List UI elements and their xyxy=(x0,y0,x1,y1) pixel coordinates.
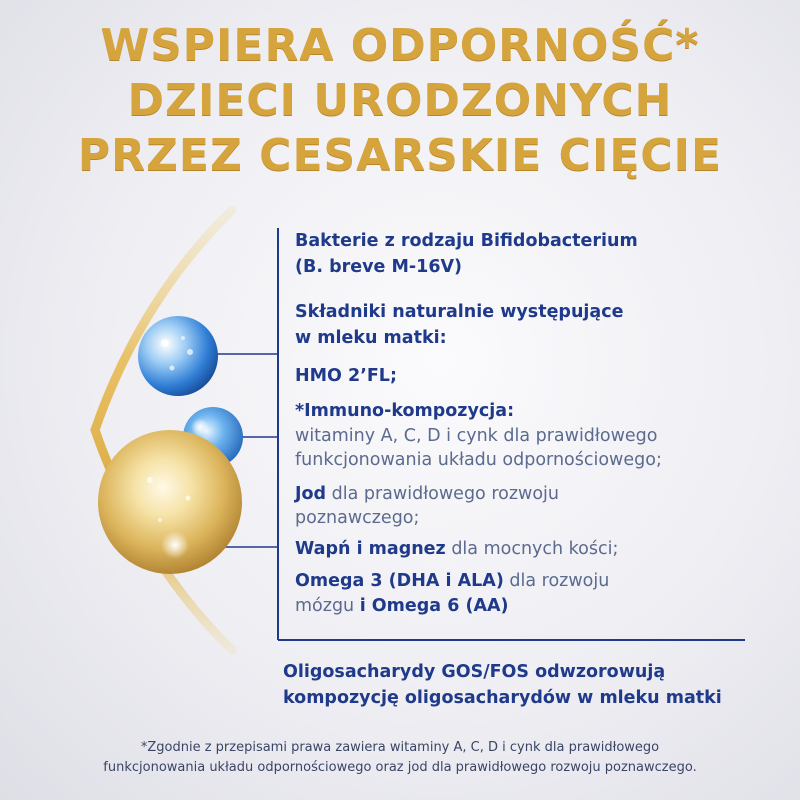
gos-line-2: kompozycję oligosacharydów w mleku matki xyxy=(283,688,722,708)
headline-line-3: PRZEZ CESARSKIE CIĘCIE xyxy=(77,130,723,181)
gos-line-1: Oligosacharydy GOS/FOS odwzorowują xyxy=(283,662,666,682)
omega3-line xyxy=(295,569,609,593)
jod-rest: dla prawidłowego rozwoju xyxy=(326,484,560,504)
natural-line-1: Składniki naturalnie występujące xyxy=(295,302,624,322)
omega6-bold: i Omega 6 (AA) xyxy=(359,596,509,616)
jod-line-2: poznawczego; xyxy=(295,508,420,528)
wapn-rest: dla mocnych kości; xyxy=(445,539,619,559)
omega3-rest: dla rozwoju xyxy=(503,571,610,591)
natural-line-2: w mleku matki: xyxy=(295,328,447,348)
footnote-line-1: *Zgodnie z przepisami prawa zawiera witaminy A, C, D i cynk dla prawidłowego xyxy=(140,740,660,755)
immuno-line-1: witaminy A, C, D i cynk dla prawidłowego xyxy=(295,426,658,446)
blue-sphere-large xyxy=(138,316,218,396)
jod-line-1 xyxy=(295,482,559,506)
headline-line-2: DZIECI URODZONYCH xyxy=(127,75,673,126)
footnote xyxy=(0,738,800,778)
jod-bold: Jod xyxy=(295,484,327,504)
omega6-line xyxy=(295,594,509,618)
omega3-bold: Omega 3 (DHA i ALA) xyxy=(295,571,504,591)
headline-line-1: WSPIERA ODPORNOŚĆ* xyxy=(100,20,700,71)
wapn-line xyxy=(295,537,618,561)
headline xyxy=(0,18,800,183)
bifido-line-1: Bakterie z rodzaju Bifidobacterium xyxy=(295,231,638,251)
footnote-line-2: funkcjonowania układu odpornościowego oraz jod dla prawidłowego rozwoju poznawczego. xyxy=(103,760,697,775)
bifido-line-2: (B. breve M-16V) xyxy=(295,257,463,277)
wapn-bold: Wapń i magnez xyxy=(295,539,446,559)
immuno-line-2: funkcjonowania układu odpornościowego; xyxy=(295,450,662,470)
omega6-pre: mózgu xyxy=(295,596,360,616)
hmo-label: HMO 2’FL; xyxy=(295,366,397,386)
immuno-title: *Immuno-kompozycja: xyxy=(295,401,515,421)
